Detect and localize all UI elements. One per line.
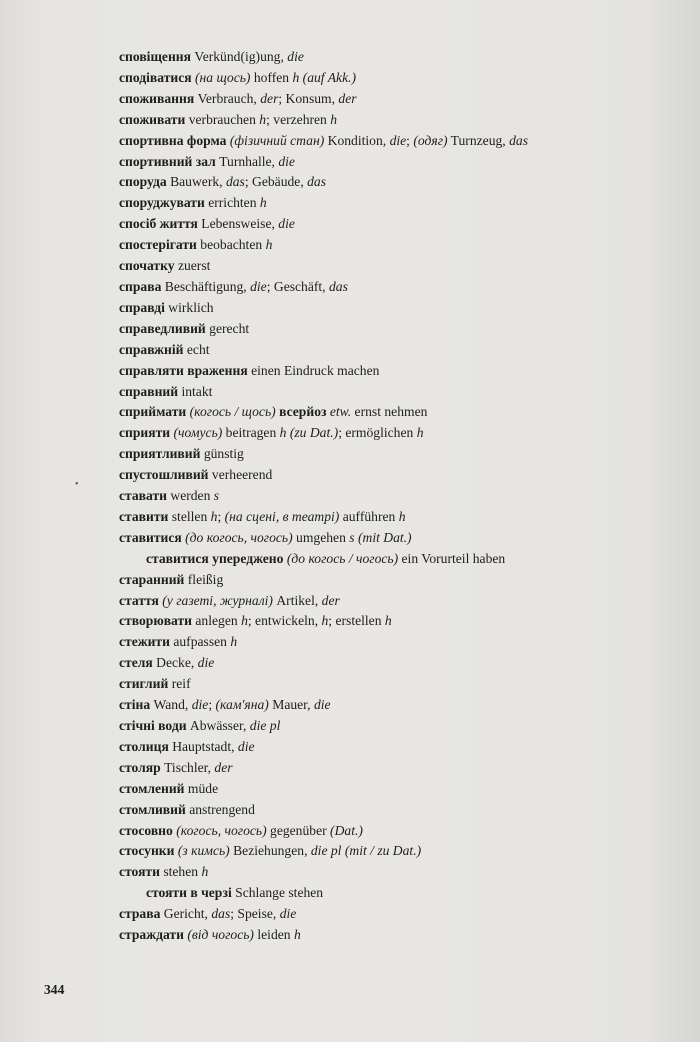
dictionary-entry [0,423,700,444]
headword: стічні води [119,718,187,733]
translation-text: Artikel, [272,592,322,608]
grammar-note: (з кимсь) [177,843,230,859]
grammar-note: die [278,216,295,232]
translation-text: werden [166,488,214,504]
translation-text: ; Speise, [230,906,280,922]
headword: стаття [119,592,159,608]
dictionary-entry [0,277,700,298]
translation-text: wirklich [164,299,214,315]
headword: страва [119,906,161,922]
translation-text: Bauwerk, [166,174,226,190]
grammar-note: der [321,592,340,608]
translation-text: ; Konsum, [278,90,339,106]
headword: справжній [119,341,184,357]
translation-text: gerecht [205,320,250,336]
headword: справляти враження [119,362,248,378]
translation-text: Turnzeug, [447,132,510,148]
dictionary-entry [0,152,700,173]
translation-text: ; Geschäft, [266,278,329,294]
headword: справний [119,383,179,399]
grammar-note: h [321,613,329,629]
dictionary-entry [0,821,700,842]
translation-text: ; [217,508,225,524]
dictionary-entry [0,779,700,800]
grammar-note: s (mit Dat.) [349,529,412,545]
grammar-note: h [201,864,209,880]
grammar-note: das [328,278,348,294]
grammar-note: h [265,237,273,253]
translation-text: Abwässer, [186,718,250,733]
headword: справді [119,299,165,315]
translation-text: ; Gebäude, [244,174,308,190]
grammar-note: h [230,634,238,650]
dictionary-entry [0,235,700,256]
translation-text: verheerend [208,467,273,483]
headword: спочатку [119,258,175,274]
translation-text: günstig [200,446,244,462]
headword: стояти [119,864,160,880]
translation-text: ernst nehmen [351,404,428,420]
dictionary-entry [0,68,700,89]
translation-text: Lebensweise, [197,216,279,232]
grammar-note: (фізичний стан) [229,132,325,148]
grammar-note: (Dat.) [330,822,363,838]
dictionary-entry [0,925,700,946]
grammar-note: die [237,738,255,754]
headword: сприятливий [119,446,201,462]
translation-text: Mauer, [268,697,314,713]
grammar-note: etw. [329,404,352,420]
grammar-note: die [287,49,304,64]
headword: створювати [119,613,192,629]
dictionary-entry [0,47,700,68]
headword: спостерігати [119,237,197,253]
headword: спустошливий [119,467,209,483]
grammar-note: h (zu Dat.) [279,425,339,441]
headword: стеля [119,655,153,671]
translation-text: ein Vorurteil haben [398,550,506,566]
translation-text: Beziehungen, [229,843,311,859]
headword: стосовно [119,822,173,838]
translation-text: Wand, [150,697,192,713]
translation-text: stellen [168,508,211,524]
dictionary-entry [0,298,700,319]
headword: сприяти [119,425,171,441]
translation-text: hoffen [250,69,293,85]
translation-text: Gericht, [160,906,212,922]
grammar-note: die [279,906,297,922]
dictionary-entry [0,89,700,110]
grammar-note: s [213,488,220,504]
headword: ставити [119,508,169,524]
grammar-note: h [330,111,338,127]
grammar-note: die [313,697,331,713]
headword: стомлений [119,780,185,796]
grammar-note: (до когось, чогось) [185,529,293,545]
headword: споживання [119,90,195,106]
grammar-note: die pl [249,718,281,733]
headword: столиця [119,738,169,754]
grammar-note: h [416,425,424,441]
dictionary-sub-entry [0,549,700,570]
translation-text: echt [183,341,210,357]
translation-text: anstrengend [185,801,255,817]
translation-text: beitragen [222,425,280,441]
headword: справа [119,278,162,294]
grammar-note: das [225,174,245,190]
dictionary-entry [0,653,700,674]
headword: справедливий [119,320,206,336]
dictionary-entry [0,632,700,653]
headword: стіна [119,697,151,713]
headword: споруджувати [119,195,205,211]
dictionary-entry [0,507,700,528]
headword: столяр [119,759,161,775]
headword: спортивний зал [119,153,216,169]
headword: споживати [119,111,186,127]
dictionary-entry [0,800,700,821]
translation-text: beobachten [196,237,266,253]
headword: спортивна форма [119,132,227,148]
dictionary-entries [0,47,700,946]
headword: сповіщення [119,49,191,64]
translation-text: errichten [204,195,260,211]
headword: сприймати [119,404,187,420]
dictionary-entry [0,131,700,152]
grammar-note: h [398,508,406,524]
grammar-note: (до когось / чогось) [286,550,399,566]
translation-text: Turnhalle, [215,153,279,169]
dictionary-entry [0,193,700,214]
translation-text: Verkünd(ig)ung, [190,49,288,64]
dictionary-entry [0,570,700,591]
dictionary-entry [0,591,700,612]
translation-text: ; [406,132,414,148]
grammar-note: h (auf Akk.) [292,69,357,85]
grammar-note: (від чогось) [187,927,254,943]
grammar-note: der [338,90,357,106]
translation-text: aufpassen [169,634,231,650]
translation-text: Hauptstadt, [168,738,238,754]
dictionary-entry [0,382,700,403]
grammar-note: h [210,508,218,524]
grammar-note: h [259,111,267,127]
grammar-note: (у газеті, журналі) [162,592,273,608]
translation-text: verbrauchen [185,111,260,127]
dictionary-entry [0,611,700,632]
grammar-note: h [384,613,392,629]
headword: старанний [119,571,185,587]
grammar-note: (на сцені, в театрі) [224,508,340,524]
dictionary-entry [0,256,700,277]
page-number: 344 [44,982,65,997]
dictionary-entry [0,172,700,193]
dictionary-entry [0,528,700,549]
translation-text: ; entwickeln, [247,613,322,629]
grammar-note: h [259,195,267,211]
headword: стояти в черзі [146,885,232,901]
dictionary-entry [0,319,700,340]
grammar-note: die [197,655,215,671]
headword: всерйоз [279,404,327,420]
headword: споруда [119,174,167,190]
grammar-note: (на щось) [195,69,251,85]
translation-text: zuerst [174,258,211,274]
translation-text: Tischler, [160,759,215,775]
grammar-note: die pl (mit / zu Dat.) [310,843,422,859]
dictionary-entry [0,465,700,486]
grammar-note: das [211,906,231,922]
stray-mark: • [75,479,79,490]
dictionary-entry [0,110,700,131]
grammar-note: (одяг) [413,132,448,148]
translation-text: Decke, [152,655,198,671]
translation-text: anlegen [192,613,242,629]
dictionary-entry [0,402,700,423]
translation-text: reif [168,676,191,692]
dictionary-entry [0,486,700,507]
grammar-note: die [389,132,407,148]
grammar-note: der [260,90,279,106]
translation-text: ; verzehren [266,111,331,127]
dictionary-entry [0,674,700,695]
grammar-note: h [241,613,248,629]
translation-text: müde [184,780,219,796]
translation-text: Kondition, [324,132,390,148]
headword: стосунки [119,843,175,859]
translation-text: gegenüber [266,822,331,838]
translation-text: fleißig [184,571,224,587]
headword: ставитися упереджено [146,550,284,566]
translation-text: Schlange stehen [231,885,324,901]
dictionary-entry [0,214,700,235]
translation-text: ; [208,697,216,713]
translation-text: leiden [253,927,294,943]
dictionary-entry [0,340,700,361]
grammar-note: (чомусь) [173,425,223,441]
dictionary-sub-entry [0,883,700,904]
dictionary-entry [0,737,700,758]
translation-text: Beschäftigung, [161,278,251,294]
headword: спосіб життя [119,216,198,232]
translation-text: aufführen [339,508,399,524]
dictionary-entry [0,361,700,382]
dictionary-entry [0,841,700,862]
dictionary-entry [0,904,700,925]
dictionary-entry [0,695,700,716]
headword: ставитися [119,529,182,545]
headword: стиглий [119,676,169,692]
grammar-note: (когось, чогось) [176,822,267,838]
translation-text: ; ermöglichen [338,425,417,441]
translation-text: umgehen [292,529,350,545]
grammar-note: das [307,174,327,190]
translation-text: ; erstellen [328,613,385,629]
translation-text: intakt [178,383,213,399]
grammar-note: die [250,278,267,294]
headword: страждати [119,927,184,943]
grammar-note: der [214,759,233,775]
grammar-note: h [293,927,301,943]
grammar-note: (когось / щось) [189,404,276,420]
dictionary-entry [0,716,700,737]
headword: стомливий [119,801,186,817]
dictionary-entry [0,862,700,883]
headword: ставати [119,488,167,504]
translation-text: Verbrauch, [194,90,261,106]
dictionary-entry [0,444,700,465]
translation-text: einen Eindruck machen [247,362,380,378]
headword: сподіватися [119,69,192,85]
grammar-note: das [509,132,528,148]
grammar-note: (кам'яна) [215,697,269,713]
headword: стежити [119,634,170,650]
grammar-note: die [278,153,295,169]
translation-text: stehen [159,864,202,880]
dictionary-entry [0,758,700,779]
grammar-note: die [191,697,209,713]
